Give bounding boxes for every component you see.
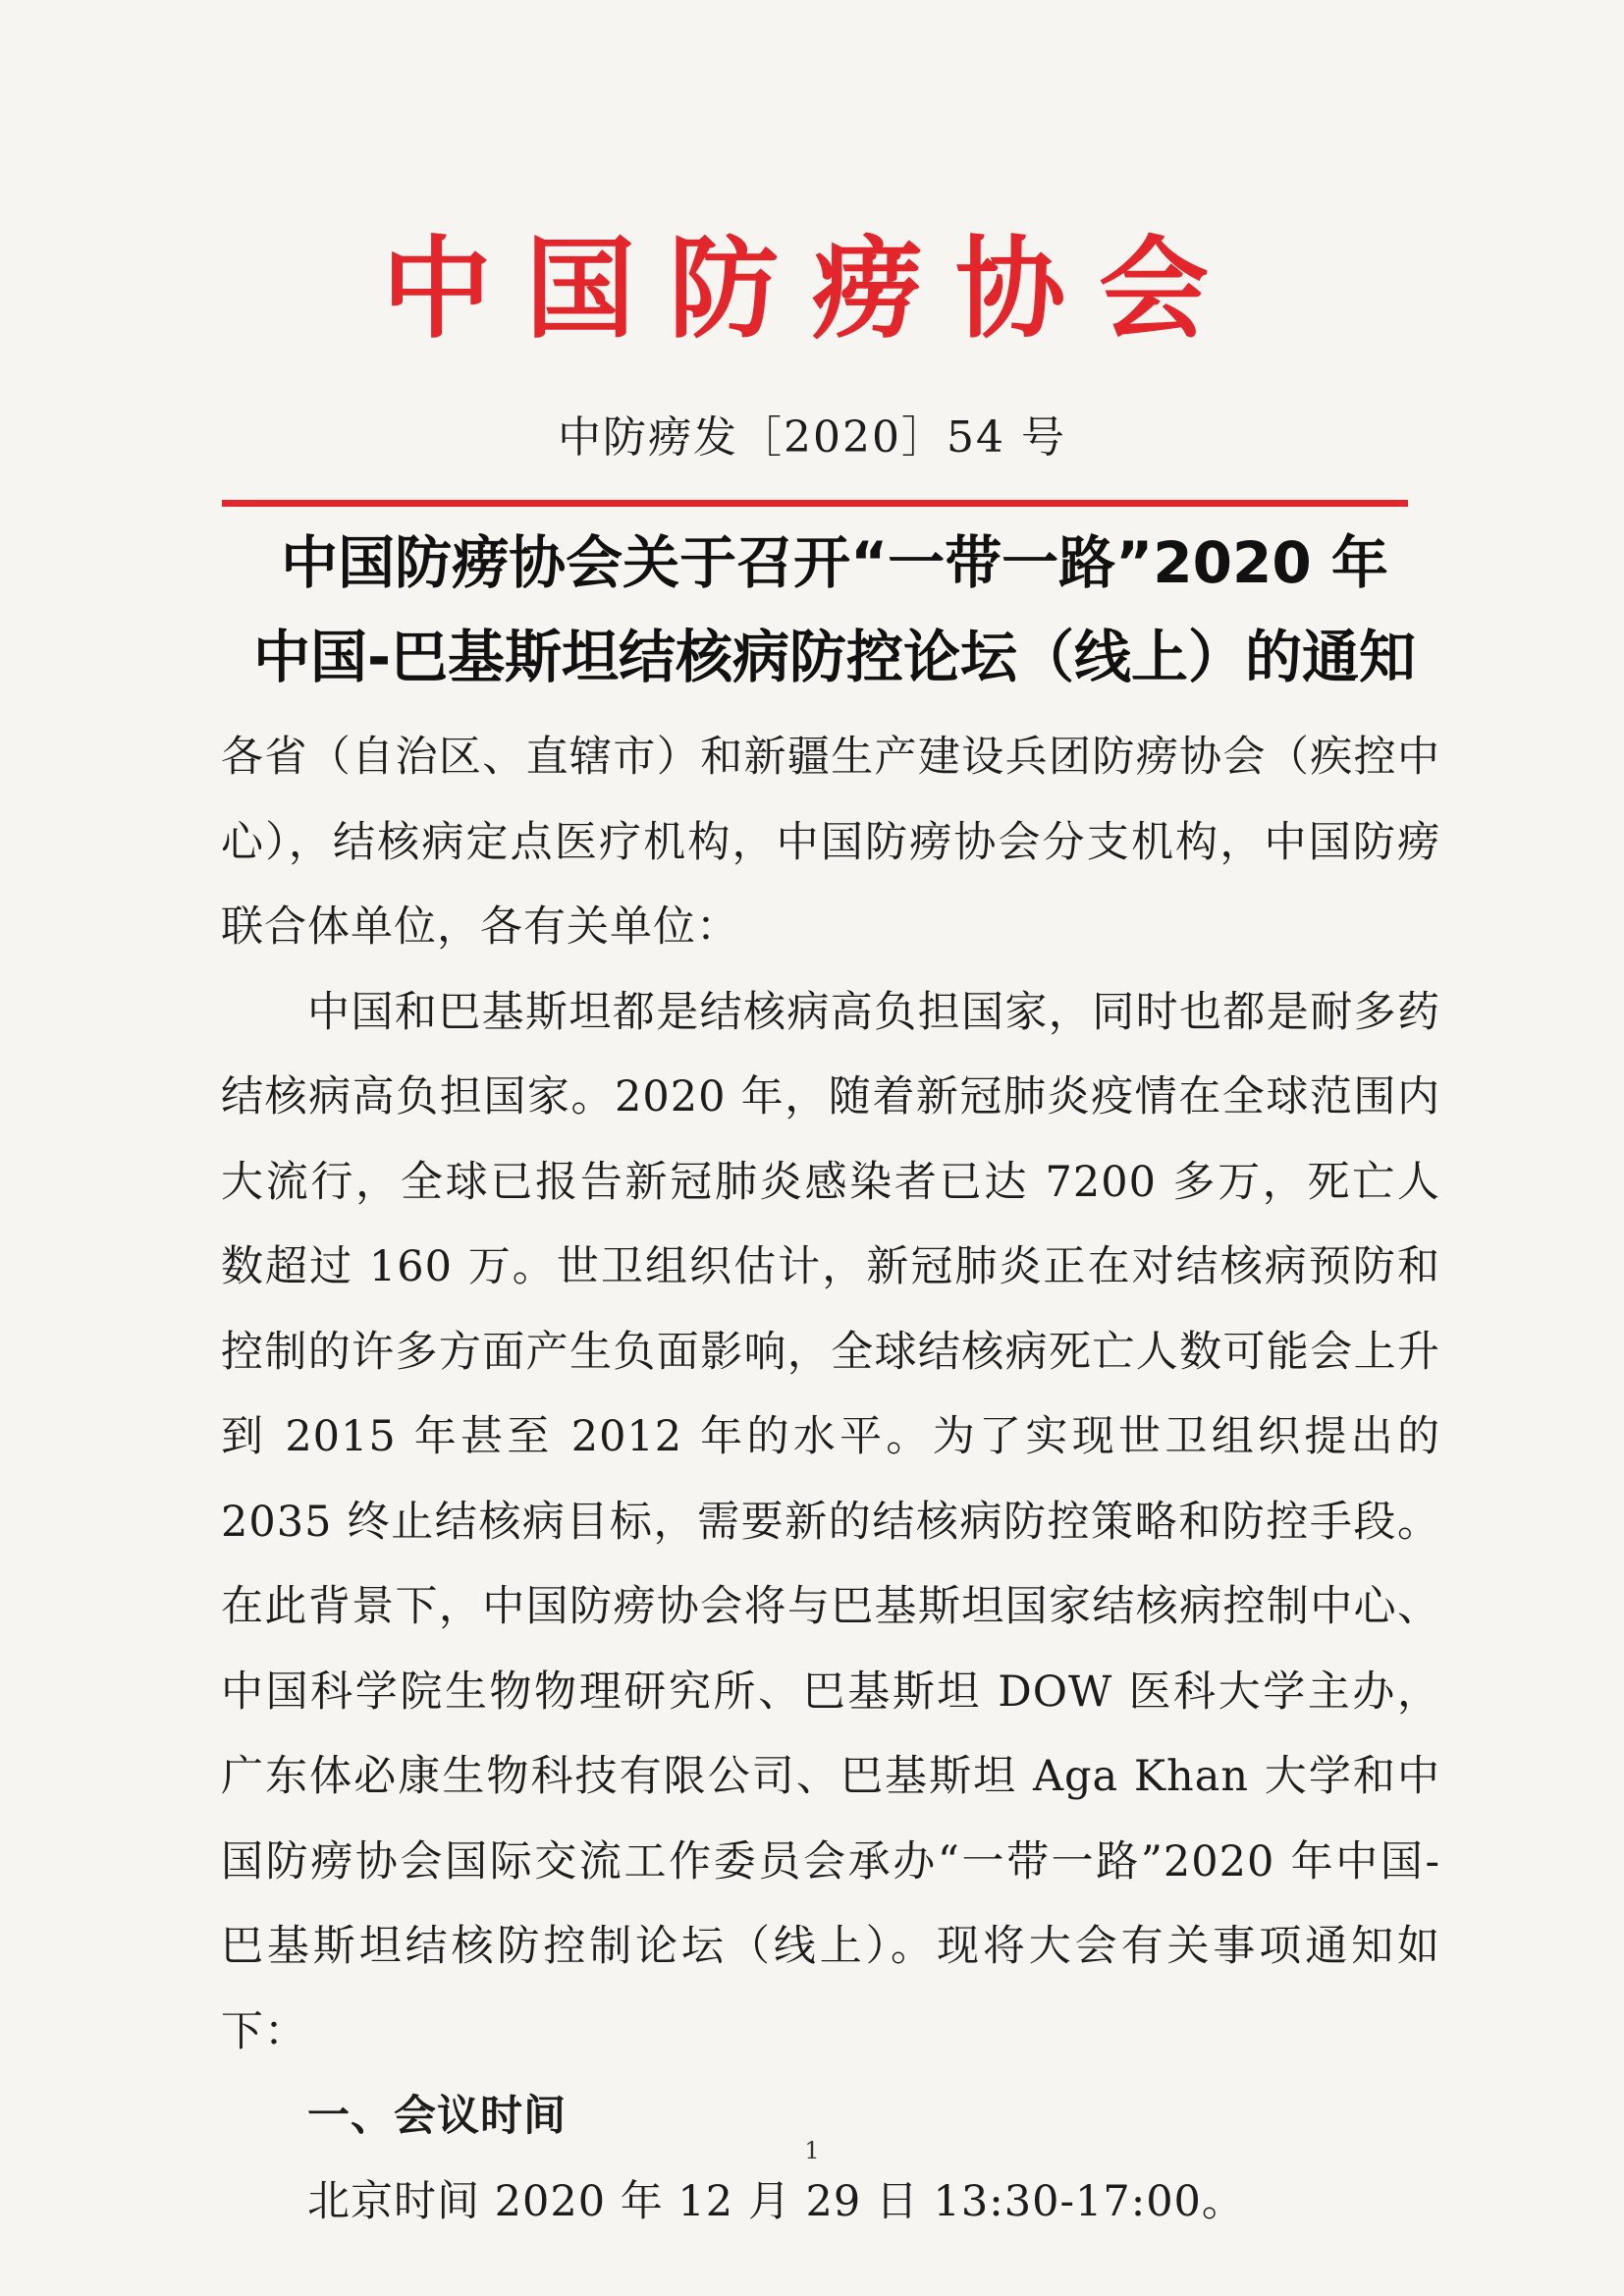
letterhead-divider — [222, 500, 1408, 507]
background-paragraph: 中国和巴基斯坦都是结核病高负担国家，同时也都是耐多药结核病高负担国家。2020 年，随着新冠肺炎疫情在全球范围内大流行，全球已报告新冠肺炎感染者已达 7200 多万，死亡人数超过 160 万。世卫组织估计，新冠肺炎正在对结核病预防和控制的许多方面产生负面影响，全球结核病死亡人数可能会上升到 2015 年甚至 2012 年的水平。为了实现世卫组织提出的 2035 终止结核病目标，需要新的结核病防控策略和防控手段。在此背景下，中国防痨协会将与巴基斯坦国家结核病控制中心、中国科学院生物物理研究所、巴基斯坦 DOW 医科大学主办，广东体必康生物科技有限公司、巴基斯坦 Aga Khan 大学和中国防痨协会国际交流工作委员会承办“一带一路”2020 年中国-巴基斯坦结核防控制论坛（线上）。现将大会有关事项通知如下： — [221, 987, 1440, 2056]
meeting-time-paragraph: 北京时间 2020 年 12 月 29 日 13:30-17:00。 — [307, 2176, 1245, 2226]
organization-letterhead: 中国防痨协会 — [382, 226, 1242, 354]
document-number: 中防痨发［2020］54 号 — [558, 412, 1066, 463]
section-heading-meeting-time: 一、会议时间 — [307, 2092, 567, 2141]
notice-body — [221, 715, 1440, 2244]
page-number: 1 — [804, 2137, 820, 2164]
addressee-paragraph: 各省（自治区、直辖市）和新疆生产建设兵团防痨协会（疾控中心），结核病定点医疗机构，中国防痨协会分支机构，中国防痨联合体单位，各有关单位： — [221, 733, 1440, 952]
notice-title-line-1: 中国防痨协会关于召开“一带一路”2020 年 — [281, 529, 1388, 596]
notice-title-line-2: 中国-巴基斯坦结核病防控论坛（线上）的通知 — [252, 624, 1417, 690]
